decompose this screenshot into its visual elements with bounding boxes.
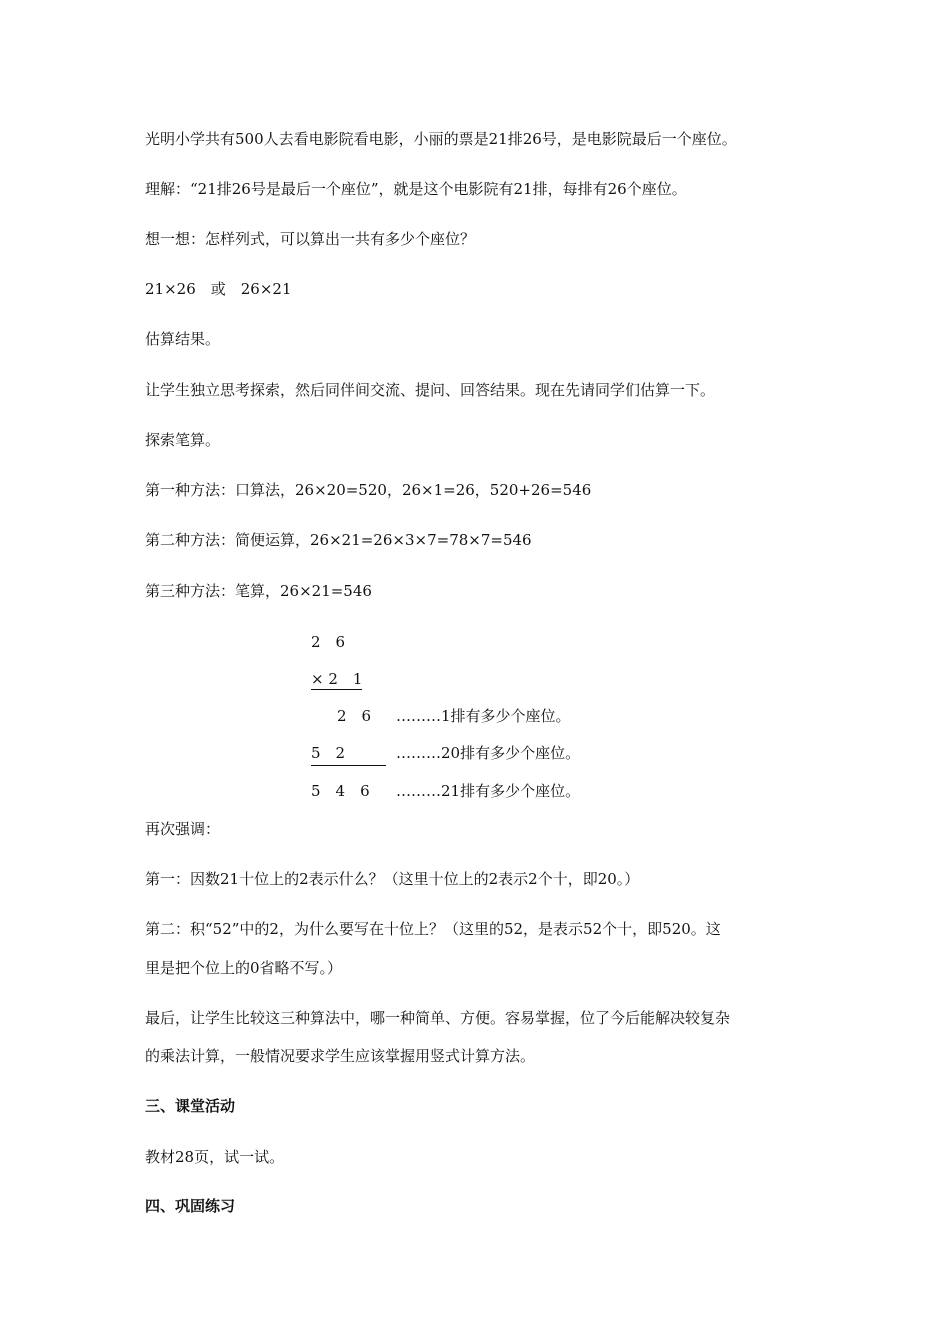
section-heading-practice: 四、巩固练习 [145,1197,236,1215]
paragraph-explore: 让学生独立思考探索，然后同伴间交流、提问、回答结果。现在先请同学们估算一下。 [145,381,716,399]
calc-note-twenty-rows: ………20排有多少个座位。 [396,744,581,762]
calc-note-one-row: ………1排有多少个座位。 [396,707,571,725]
paragraph-finally-line2: 的乘法计算，一般情况要求学生应该掌握用竖式计算方法。 [145,1047,536,1065]
section-heading-class-activity: 三、课堂活动 [145,1097,236,1115]
calc-row-product: 5 4 6 [311,782,370,800]
paragraph-point-two-line2: 里是把个位上的0省略不写。） [145,959,343,977]
paragraph-expression: 21×26 或 26×21 [145,280,292,298]
paragraph-think: 想一想：怎样列式，可以算出一共有多少个座位？ [145,230,476,248]
calc-row-partial-one: 2 6 [337,707,372,725]
paragraph-estimate: 估算结果。 [145,330,221,348]
calc-row-multiplicand: 2 6 [311,633,346,651]
paragraph-method-one: 第一种方法：口算法，26×20=520，26×1=26，520+26=546 [145,481,592,499]
paragraph-method-two: 第二种方法：简便运算，26×21=26×3×7=78×7=546 [145,531,532,549]
calc-note-twenty-one-rows: ………21排有多少个座位。 [396,782,581,800]
paragraph-written-calc: 探索笔算。 [145,431,221,449]
paragraph-point-one: 第一：因数21十位上的2表示什么？（这里十位上的2表示2个十，即20。） [145,870,640,888]
paragraph-problem: 光明小学共有500人去看电影院看电影，小丽的票是21排26号，是电影院最后一个座位。 [145,130,737,148]
paragraph-emphasize: 再次强调： [145,820,221,838]
calc-row-multiplier: × 2 1 [311,670,363,688]
paragraph-method-three: 第三种方法：笔算，26×21=546 [145,582,372,600]
paragraph-finally-line1: 最后，让学生比较这三种算法中，哪一种简单、方便。容易掌握，位了今后能解决较复杂 [145,1009,731,1027]
paragraph-understanding: 理解：“21排26号是最后一个座位”，就是这个电影院有21排，每排有26个座位。 [145,180,687,198]
calc-row-partial-twenty: 5 2 [311,742,386,766]
paragraph-point-two-line1: 第二：积“52”中的2，为什么要写在十位上？（这里的52，是表示52个十，即520。这 [145,920,721,938]
paragraph-textbook: 教材28页，试一试。 [145,1148,285,1166]
